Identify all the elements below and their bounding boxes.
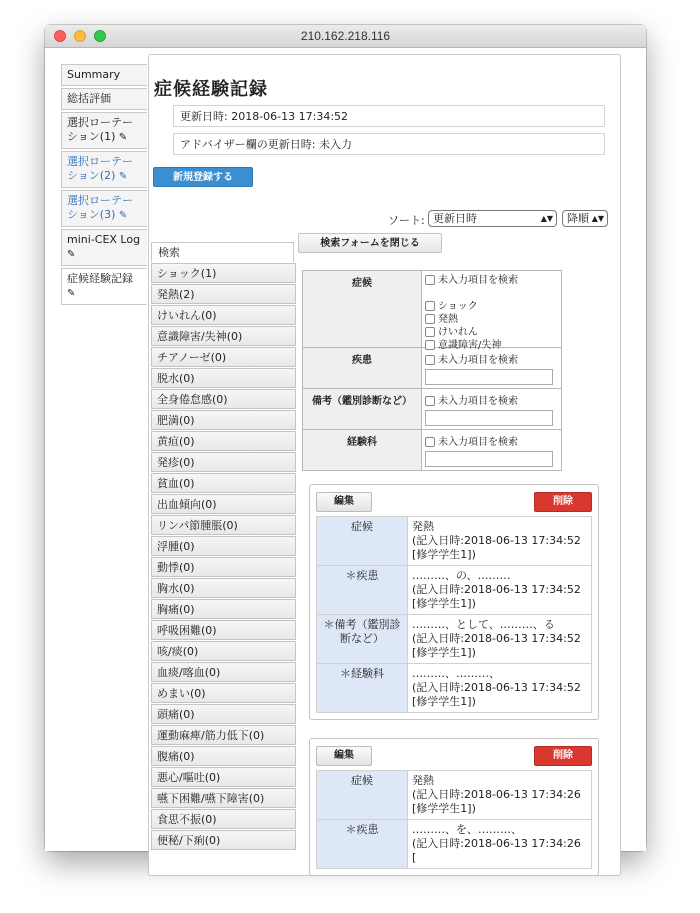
main-panel: [148, 54, 621, 876]
category-item[interactable]: 腹痛(0): [151, 746, 296, 766]
search-label-symptom: 症候: [303, 271, 422, 348]
category-item[interactable]: ショック(1): [151, 263, 296, 283]
record-row: [317, 615, 592, 664]
window-title: 210.162.218.116: [300, 29, 391, 43]
sidebar-item-label: mini-CEX Log: [67, 233, 141, 246]
record-key: 症候: [317, 771, 408, 820]
checkbox-label: 未入力項目を検索: [438, 355, 518, 366]
record-note: (記入日時:2018-06-13 17:34:52 [修学学生1]): [412, 583, 581, 610]
checkbox-label: 発熱: [438, 314, 458, 325]
checkbox-icon: [425, 355, 435, 365]
record-key: ＊備考（鑑別診断など）: [317, 615, 408, 664]
category-item[interactable]: 発熱(2): [151, 284, 296, 304]
sidebar-item-label: 選択ローテーション(2): [67, 155, 133, 182]
category-item[interactable]: 頭痛(0): [151, 704, 296, 724]
category-item[interactable]: 浮腫(0): [151, 536, 296, 556]
search-empty-department-checkbox[interactable]: [425, 437, 518, 448]
record-value: ………、の、………: [412, 569, 511, 582]
edit-icon: ✎: [118, 210, 128, 221]
sidebar-item-rotation-3[interactable]: [61, 190, 147, 227]
category-item[interactable]: 肥満(0): [151, 410, 296, 430]
sort-order-select[interactable]: [562, 210, 608, 227]
search-label-department: 経験科: [303, 430, 422, 471]
search-empty-disease-checkbox[interactable]: [425, 355, 518, 366]
close-search-form-button[interactable]: 検索フォームを閉じる: [298, 233, 442, 253]
record-value: 発熱: [412, 774, 434, 787]
record-row: [317, 820, 592, 869]
record-row: [317, 517, 592, 566]
search-empty-notes-checkbox[interactable]: [425, 396, 518, 407]
sidebar-item-label: 選択ローテーション(3): [67, 194, 133, 221]
sidebar: [61, 64, 147, 307]
category-item[interactable]: 意識障害/失神(0): [151, 326, 296, 346]
category-item[interactable]: 出血傾向(0): [151, 494, 296, 514]
record-row: [317, 771, 592, 820]
record-value-cell: [408, 517, 592, 566]
checkbox-icon: [425, 340, 435, 350]
record-value-cell: [408, 615, 592, 664]
sort-order-value: 降順: [567, 212, 589, 225]
tab-search[interactable]: 検索: [151, 242, 294, 262]
record-value: ………、を、………、: [412, 823, 522, 836]
checkbox-label: 意識障害/失神: [438, 340, 502, 351]
sort-label: ソート:: [388, 214, 425, 227]
edit-record-button[interactable]: 編集: [316, 492, 372, 512]
checkbox-icon: [425, 301, 435, 311]
checkbox-icon: [425, 437, 435, 447]
title-bar: [45, 25, 646, 48]
search-label-disease: 疾患: [303, 348, 422, 389]
updated-at: 更新日時: 2018-06-13 17:34:52: [173, 105, 605, 127]
sidebar-item-label: Summary: [67, 68, 121, 81]
category-item[interactable]: 胸痛(0): [151, 599, 296, 619]
record-value-cell: [408, 771, 592, 820]
record-table: [316, 516, 592, 713]
page-title: 症候経験記録: [154, 79, 268, 100]
sidebar-item-label: 選択ローテーション(1): [67, 116, 133, 143]
department-search-input[interactable]: [425, 451, 553, 467]
category-item[interactable]: 発疹(0): [151, 452, 296, 472]
category-item[interactable]: 食思不振(0): [151, 809, 296, 829]
record-card: [309, 484, 599, 720]
category-list: [151, 263, 296, 851]
select-arrows-icon: ▲▼: [591, 214, 604, 223]
sidebar-item-mini-cex-log[interactable]: [61, 229, 147, 266]
sidebar-item-overall-evaluation[interactable]: [61, 88, 147, 110]
sidebar-item-rotation-2[interactable]: [61, 151, 147, 188]
select-arrows-icon: ▲▼: [540, 214, 553, 223]
checkbox-icon: [425, 314, 435, 324]
category-item[interactable]: 血痰/喀血(0): [151, 662, 296, 682]
category-item[interactable]: 悪心/嘔吐(0): [151, 767, 296, 787]
advisor-updated-at: アドバイザー欄の更新日時: 未入力: [173, 133, 605, 155]
category-item[interactable]: けいれん(0): [151, 305, 296, 325]
checkbox-label: 未入力項目を検索: [438, 396, 518, 407]
record-value: ………、………、: [412, 667, 500, 680]
sidebar-item-symptom-record[interactable]: [61, 268, 147, 305]
record-value: 発熱: [412, 520, 434, 533]
category-item[interactable]: 黄疸(0): [151, 431, 296, 451]
edit-icon: ✎: [67, 288, 76, 299]
symptom-option-checkbox[interactable]: [425, 340, 501, 351]
checkbox-icon: [425, 275, 435, 285]
record-card: [309, 738, 599, 876]
record-value: ………、として、………、る: [412, 618, 555, 631]
delete-record-button[interactable]: 削除: [534, 492, 592, 512]
symptom-option-checkbox[interactable]: [425, 314, 458, 325]
record-note: (記入日時:2018-06-13 17:34:26 [: [412, 837, 581, 864]
edit-icon: ✎: [118, 171, 128, 182]
record-note: (記入日時:2018-06-13 17:34:26 [修学学生1]): [412, 788, 581, 815]
record-table: [316, 770, 592, 869]
category-item[interactable]: めまい(0): [151, 683, 296, 703]
record-note: (記入日時:2018-06-13 17:34:52 [修学学生1]): [412, 632, 581, 659]
category-item[interactable]: 動悸(0): [151, 557, 296, 577]
category-item[interactable]: 貧血(0): [151, 473, 296, 493]
checkbox-icon: [425, 327, 435, 337]
record-note: (記入日時:2018-06-13 17:34:52 [修学学生1]): [412, 534, 581, 561]
symptom-option-checkbox[interactable]: [425, 327, 478, 338]
checkbox-label: 未入力項目を検索: [438, 437, 518, 448]
sort-field-select[interactable]: [428, 210, 557, 227]
record-key: ＊疾患: [317, 820, 408, 869]
record-key: ＊経験科: [317, 664, 408, 713]
category-item[interactable]: 便秘/下痢(0): [151, 830, 296, 850]
browser-window: [45, 25, 646, 864]
sidebar-item-label: 総括評価: [67, 92, 111, 105]
disease-search-input[interactable]: [425, 369, 553, 385]
category-item[interactable]: 全身倦怠感(0): [151, 389, 296, 409]
checkbox-icon: [425, 396, 435, 406]
search-form: [302, 270, 562, 471]
category-item[interactable]: チアノーゼ(0): [151, 347, 296, 367]
record-value-cell: [408, 664, 592, 713]
symptom-option-checkbox[interactable]: [425, 301, 478, 312]
sidebar-item-summary[interactable]: [61, 64, 147, 86]
edit-icon: ✎: [118, 132, 128, 143]
category-item[interactable]: 呼吸困難(0): [151, 620, 296, 640]
sidebar-item-rotation-1[interactable]: [61, 112, 147, 149]
sort-field-value: 更新日時: [433, 212, 477, 225]
category-item[interactable]: 脱水(0): [151, 368, 296, 388]
notes-search-input[interactable]: [425, 410, 553, 426]
page-content: [45, 48, 646, 864]
sidebar-item-label: 症候経験記録: [67, 272, 133, 285]
checkbox-label: ショック: [438, 301, 478, 312]
record-value-cell: [408, 566, 592, 615]
new-entry-button[interactable]: 新規登録する: [153, 167, 253, 187]
record-key: ＊疾患: [317, 566, 408, 615]
category-item[interactable]: 運動麻痺/筋力低下(0): [151, 725, 296, 745]
record-row: [317, 566, 592, 615]
search-label-notes: 備考（鑑別診断など）: [303, 389, 422, 430]
record-value-cell: [408, 820, 592, 869]
search-empty-symptom-checkbox[interactable]: [425, 275, 518, 286]
edit-icon: ✎: [67, 249, 76, 260]
category-item[interactable]: リンパ節腫脹(0): [151, 515, 296, 535]
record-row: [317, 664, 592, 713]
checkbox-label: 未入力項目を検索: [438, 275, 518, 286]
delete-record-button[interactable]: 削除: [534, 746, 592, 766]
checkbox-label: けいれん: [438, 327, 478, 338]
edit-record-button[interactable]: 編集: [316, 746, 372, 766]
category-item[interactable]: 胸水(0): [151, 578, 296, 598]
category-item[interactable]: 嚥下困難/嚥下障害(0): [151, 788, 296, 808]
record-note: (記入日時:2018-06-13 17:34:52 [修学学生1]): [412, 681, 581, 708]
record-key: 症候: [317, 517, 408, 566]
category-item[interactable]: 咳/痰(0): [151, 641, 296, 661]
